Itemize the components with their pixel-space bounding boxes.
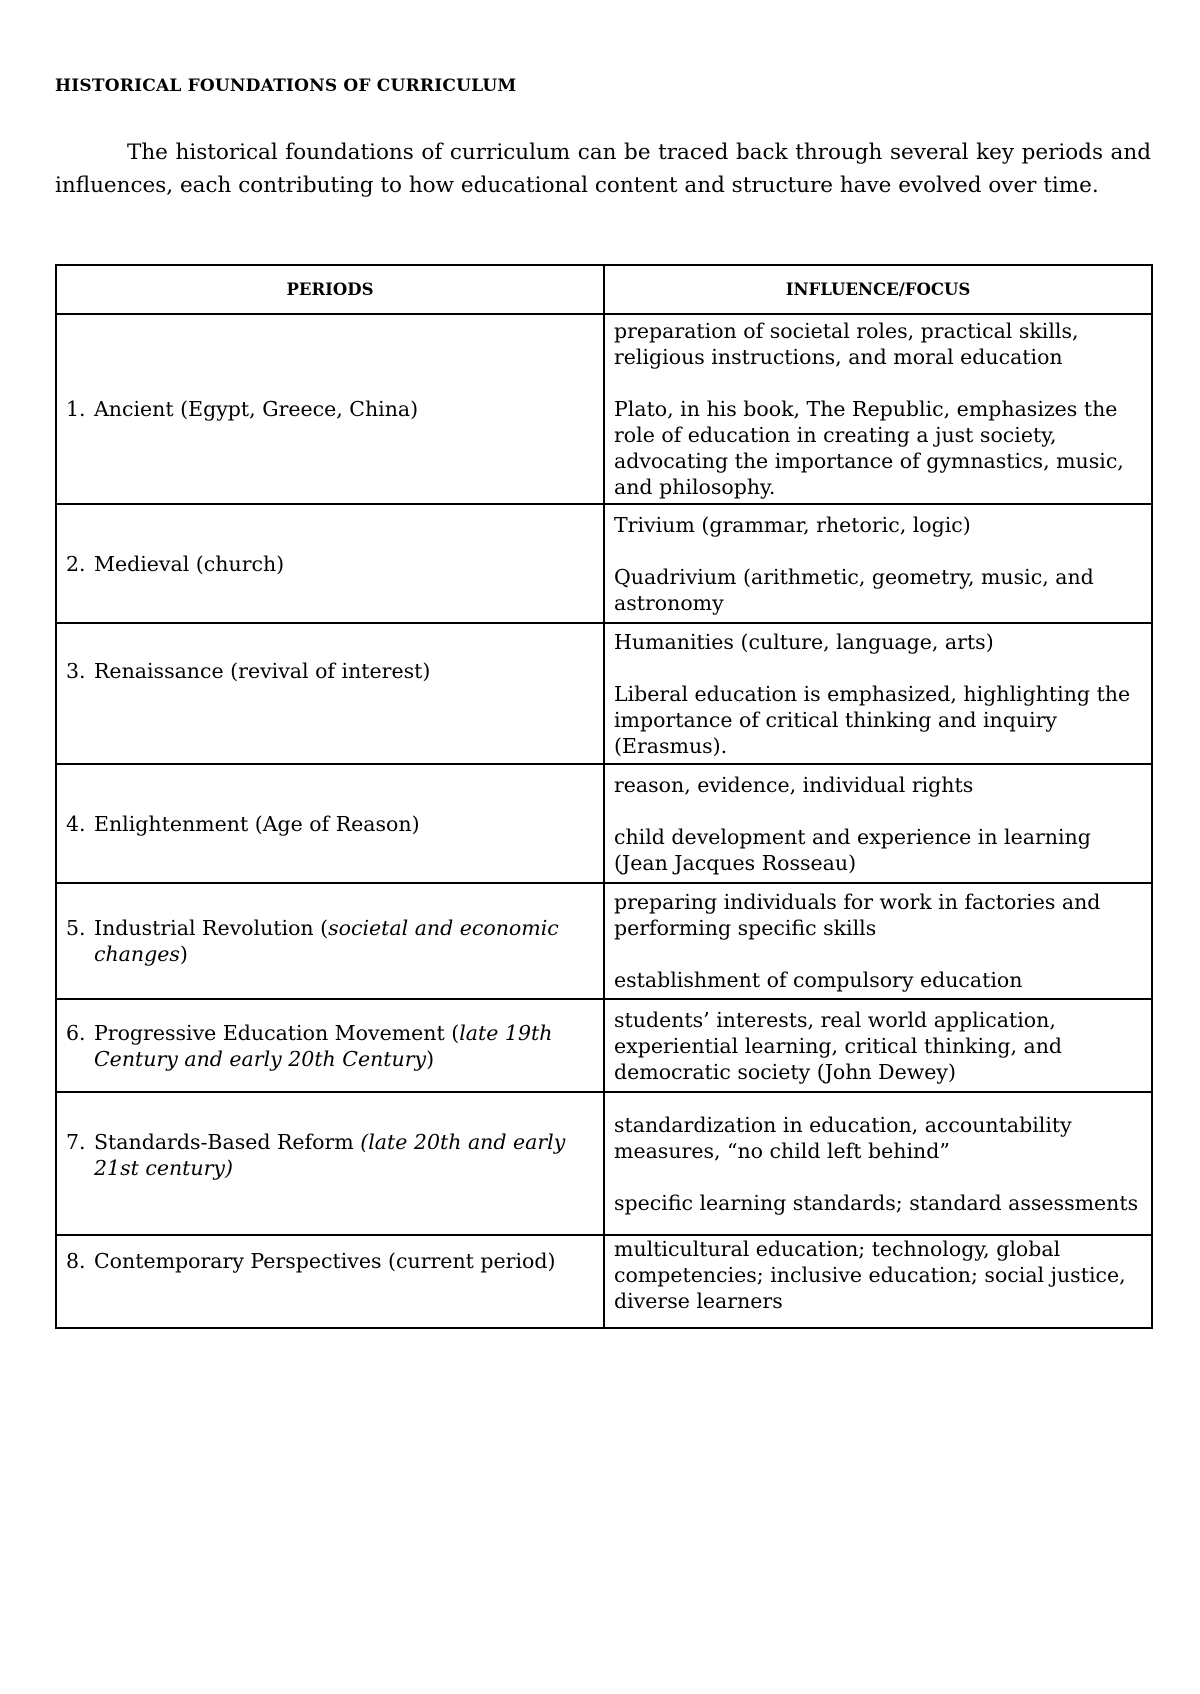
period-number: 2.: [66, 551, 86, 576]
period-text: Medieval (church): [94, 551, 285, 576]
period-cell: [56, 764, 604, 883]
period-number: 6.: [66, 1020, 86, 1045]
focus-cell: [604, 1092, 1152, 1235]
periods-table: [55, 264, 1153, 1329]
focus-item: Liberal education is emphasized, highlighting the importance of critical thinking and inquiry (Erasmus).: [614, 681, 1131, 758]
focus-item: students’ interests, real world application, experiential learning, critical thinking, and democratic society (John Dewey): [614, 1007, 1063, 1084]
focus-cell: [604, 883, 1152, 999]
table-row: [56, 764, 1152, 883]
period-name: [94, 1248, 594, 1274]
period-name: [94, 396, 594, 422]
table-row: [56, 999, 1152, 1092]
period-suffix: ): [426, 1046, 435, 1071]
period-name: [94, 1020, 564, 1072]
period-number: 7.: [66, 1130, 86, 1154]
period-number: 8.: [66, 1249, 86, 1273]
table-row: [56, 504, 1152, 623]
focus-item: Humanities (culture, language, arts): [614, 629, 994, 654]
period-cell: [56, 999, 604, 1092]
focus-item: specific learning standards; standard assessments: [614, 1190, 1139, 1215]
influence-header: INFLUENCE/FOCUS: [604, 265, 1152, 314]
period-cell: [56, 314, 604, 504]
period-cell: [56, 883, 604, 999]
document-title: HISTORICAL FOUNDATIONS OF CURRICULUM: [55, 76, 517, 96]
focus-cell: [604, 764, 1152, 883]
table-row: [56, 1092, 1152, 1235]
focus-item: preparation of societal roles, practical skills, religious instructions, and moral education: [614, 319, 1079, 369]
periods-header: PERIODS: [56, 265, 604, 314]
focus-cell: [604, 999, 1152, 1092]
period-text: Renaissance (revival of interest): [94, 659, 431, 683]
period-number: 5.: [66, 916, 86, 940]
focus-item: standardization in education, accountability measures, “no child left behind”: [614, 1112, 1072, 1163]
focus-item: Plato, in his book, The Republic, emphasizes the role of education in creating a just society, advocating the importance of gymnastics, music, and philosophy.: [614, 397, 1124, 499]
focus-item: reason, evidence, individual rights: [614, 772, 974, 797]
table-row: [56, 623, 1152, 764]
period-cell: [56, 1235, 604, 1328]
period-text: Contemporary Perspectives (current period): [94, 1249, 556, 1273]
focus-item: preparing individuals for work in factories and performing specific skills: [614, 890, 1101, 940]
focus-item: Quadrivium (arithmetic, geometry, music, and astronomy: [614, 564, 1094, 615]
focus-cell: [604, 314, 1152, 504]
focus-item: multicultural education; technology, global competencies; inclusive education; social justice, diverse learners: [614, 1237, 1126, 1313]
table-row: [56, 883, 1152, 999]
period-number: 3.: [66, 659, 86, 683]
period-number: 1.: [66, 397, 86, 421]
focus-item: establishment of compulsory education: [614, 968, 1023, 992]
focus-cell: [604, 504, 1152, 623]
table-row: [56, 314, 1152, 504]
period-suffix: ): [179, 942, 188, 966]
period-dates: societal and economic changes: [94, 916, 559, 966]
focus-cell: [604, 1235, 1152, 1328]
period-name: [94, 811, 594, 837]
period-dates: late 19th Century and early 20th Century: [94, 1020, 553, 1071]
focus-item: Trivium (grammar, rhetoric, logic): [614, 512, 971, 537]
period-name: [94, 1129, 594, 1181]
focus-item: child development and experience in learning (Jean Jacques Rosseau): [614, 824, 1091, 875]
period-dates: (late 20th and early 21st century): [94, 1130, 566, 1180]
table-row: [56, 1235, 1152, 1328]
period-name: [94, 915, 594, 967]
table-header-row: [56, 265, 1152, 314]
period-cell: [56, 504, 604, 623]
period-name: [94, 551, 594, 577]
period-number: 4.: [66, 811, 86, 836]
intro-paragraph: The historical foundations of curriculum can be traced back through several key periods and influences, each contributing to how educational content and structure have evolved over time.: [55, 140, 1151, 198]
period-cell: [56, 1092, 604, 1235]
period-text: Ancient (Egypt, Greece, China): [94, 397, 419, 421]
period-cell: [56, 623, 604, 764]
period-name: [94, 658, 594, 684]
period-text: Enlightenment (Age of Reason): [94, 811, 420, 836]
period-text: Industrial Revolution (: [94, 916, 329, 940]
period-text: Progressive Education Movement (: [94, 1020, 460, 1045]
period-text: Standards-Based Reform: [94, 1130, 361, 1154]
focus-cell: [604, 623, 1152, 764]
